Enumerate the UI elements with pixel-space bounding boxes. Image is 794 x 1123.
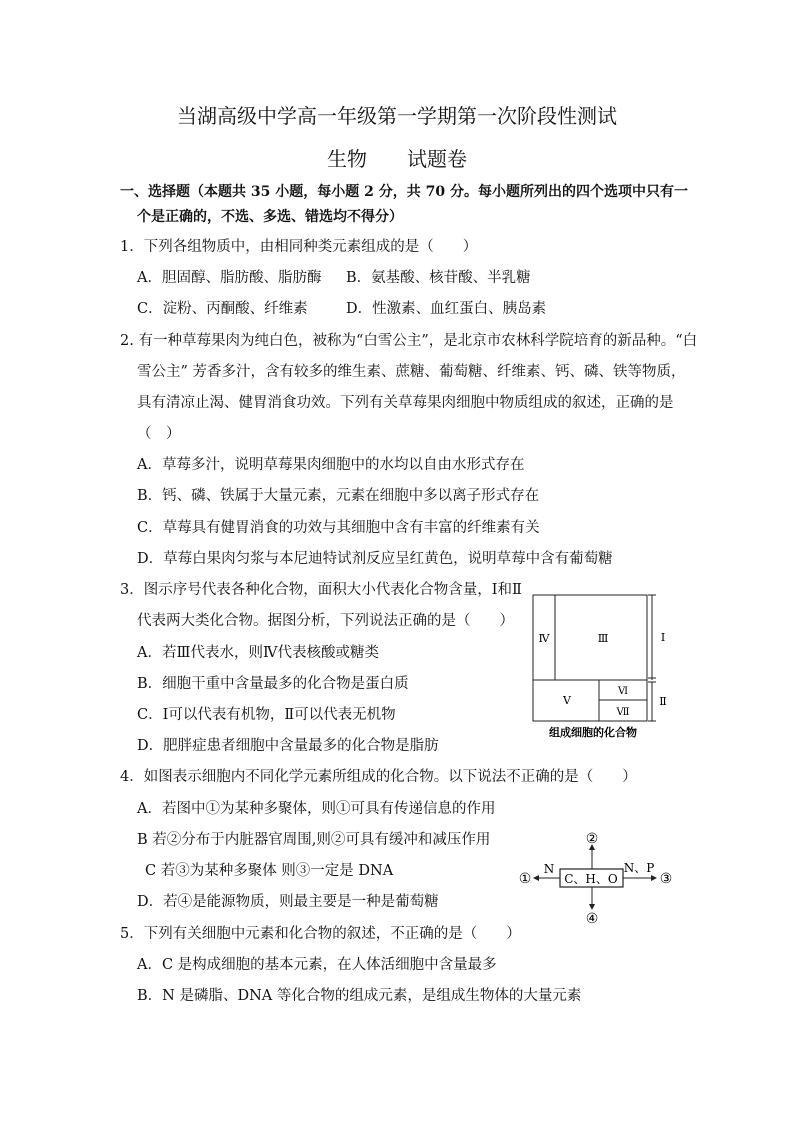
fig-left-element: N [543, 862, 555, 876]
fig-caption: 组成细胞的化合物 [549, 726, 637, 739]
q2-option-c: C．草莓具有健胃消食的功效与其细胞中含有丰富的纤维素有关 [137, 520, 540, 536]
subject-label: 生物 [327, 147, 367, 171]
q2-stem-line2: 雪公主” 芳香多汁，含有较多的维生素、蔗糖、葡萄糖、纤维素、钙、磷、铁等物质， [137, 364, 686, 380]
fig-node-2: ② [585, 831, 599, 847]
q2-option-d: D．草莓白果肉匀浆与本尼迪特试剂反应呈红黄色，说明草莓中含有葡萄糖 [137, 551, 613, 567]
q1-option-c: C．淀粉、丙酮酸、纤维素 [137, 301, 308, 317]
fig-label-i: Ⅰ [660, 631, 666, 644]
fig-node-1: ① [518, 871, 532, 887]
q2-option-b: B．钙、磷、铁属于大量元素，元素在细胞中多以离子形式存在 [137, 488, 540, 504]
compound-area-figure [525, 590, 675, 740]
fig-label-iv: Ⅳ [538, 632, 550, 645]
fig-right-element: N、P [623, 861, 655, 875]
q3-option-c: C．Ⅰ可以代表有机物，Ⅱ可以代表无机物 [137, 707, 396, 723]
subject-line [0, 146, 794, 172]
fig-node-3: ③ [659, 871, 673, 887]
fig-label-vi: Ⅵ [617, 686, 629, 697]
q3-option-b: B．细胞干重中含量最多的化合物是蛋白质 [137, 676, 409, 692]
section-heading-line2: 个是正确的，不选、多选、错选均不得分） [137, 209, 403, 225]
fig-center-elements: C、H、O [564, 872, 618, 886]
q3-stem-line1: 3．图示序号代表各种化合物，面积大小代表化合物含量，Ⅰ和Ⅱ [120, 582, 522, 598]
q5-option-b: B．N 是磷脂、DNA 等化合物的组成元素，是组成生物体的大量元素 [137, 988, 582, 1004]
fig-label-iii: Ⅲ [597, 632, 609, 645]
section-heading-line1: 一、选择题（本题共 35 小题，每小题 2 分，共 70 分。每小题所列出的四个选项中只有一 [120, 184, 688, 200]
fig-node-4: ④ [585, 911, 599, 926]
fig-label-vii: Ⅶ [616, 707, 630, 718]
q2-option-a: A．草莓多汁，说明草莓果肉细胞中的水均以自由水形式存在 [137, 457, 525, 473]
q4-option-b: B 若②分布于内脏器官周围,则②可具有缓冲和减压作用 [137, 832, 491, 848]
q4-stem: 4．如图表示细胞内不同化学元素所组成的化合物。以下说法不正确的是（ ） [120, 769, 637, 785]
q1-stem: 1．下列各组物质中，由相同种类元素组成的是（ ） [120, 239, 478, 255]
q3-option-a: A．若Ⅲ代表水，则Ⅳ代表核酸或糖类 [137, 645, 379, 661]
q1-option-b: B．氨基酸、核苷酸、半乳糖 [346, 270, 531, 286]
fig-label-ii: Ⅱ [659, 695, 667, 708]
q3-option-d: D．肥胖症患者细胞中含量最多的化合物是脂肪 [137, 738, 439, 754]
q4-option-a: A．若图中①为某种多聚体，则①可具有传递信息的作用 [137, 801, 496, 817]
q2-stem-line1: 2. 有一种草莓果肉为纯白色，被称为“白雪公主”，是北京市农林科学院培育的新品种。“白 [120, 333, 698, 349]
q3-stem-line2: 代表两大类化合物。据图分析，下列说法正确的是（ ） [137, 613, 514, 629]
exam-title: 当湖高级中学高一年级第一学期第一次阶段性测试 [177, 104, 617, 128]
fig-label-v: Ⅴ [563, 694, 571, 707]
element-compound-figure [515, 826, 685, 926]
q4-option-d: D．若④是能源物质，则最主要是一种是葡萄糖 [137, 894, 439, 910]
q1-option-a: A．胆固醇、脂肪酸、脂肪酶 [137, 270, 322, 286]
q5-option-a: A．C 是构成细胞的基本元素，在人体活细胞中含量最多 [137, 957, 497, 973]
q2-stem-line4: （ ） [137, 426, 181, 442]
q4-option-c: C 若③为某种多聚体 则③一定是 DNA [145, 863, 394, 879]
paper-label: 试题卷 [407, 147, 467, 171]
q1-option-d: D．性激素、血红蛋白、胰岛素 [346, 301, 547, 317]
q2-stem-line3: 具有清凉止渴、健胃消食功效。下列有关草莓果肉细胞中物质组成的叙述，正确的是 [137, 395, 674, 411]
q5-stem: 5．下列有关细胞中元素和化合物的叙述，不正确的是（ ） [120, 926, 521, 942]
